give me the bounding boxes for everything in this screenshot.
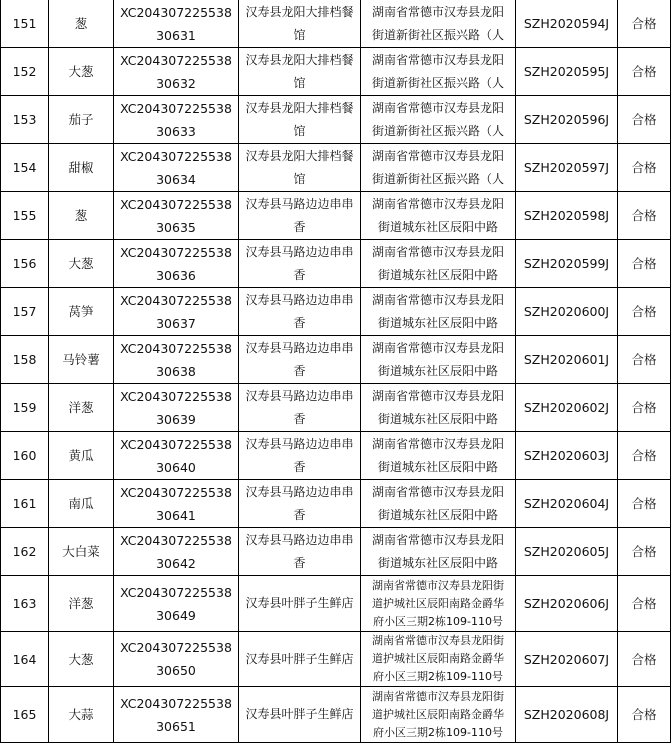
row-number-cell: 152 <box>1 48 49 96</box>
report-number-cell: SZH2020596J <box>516 96 618 144</box>
vendor-address-line: 街道新街社区振兴路（人 <box>371 171 504 186</box>
result-cell: 合格 <box>618 288 671 336</box>
report-number-cell: SZH2020599J <box>516 240 618 288</box>
vendor-name-cell <box>239 576 361 632</box>
vendor-name-line: 汉寿县龙阳大排档餐 <box>245 4 354 19</box>
row-number-cell: 160 <box>1 432 49 480</box>
sample-name-cell: 葱 <box>49 192 114 240</box>
row-number-cell: 156 <box>1 240 49 288</box>
sample-code-line: XC204307225538 <box>120 484 232 500</box>
row-number-cell: 162 <box>1 528 49 576</box>
sample-code-cell <box>114 240 239 288</box>
vendor-address-line: 湖南省常德市汉寿县龙阳 <box>371 532 504 547</box>
row-number-cell: 164 <box>1 632 49 687</box>
sample-code-line: 30633 <box>156 123 196 139</box>
row-number-cell: 155 <box>1 192 49 240</box>
vendor-address-line: 街道城东社区辰阳中路 <box>377 459 498 474</box>
vendor-name-line: 香 <box>293 555 306 570</box>
sample-name-cell: 莴笋 <box>49 288 114 336</box>
sample-name-cell: 甜椒 <box>49 144 114 192</box>
sample-code-cell <box>114 480 239 528</box>
vendor-name-line: 香 <box>293 411 306 426</box>
vendor-address-cell <box>361 288 516 336</box>
vendor-address-cell <box>361 144 516 192</box>
vendor-address-line: 湖南省常德市汉寿县龙阳 <box>371 388 504 403</box>
vendor-address-line: 湖南省常德市汉寿县龙阳 <box>371 484 504 499</box>
vendor-name-line: 馆 <box>293 123 306 138</box>
report-number-cell: SZH2020608J <box>516 687 618 743</box>
vendor-address-line: 湖南省常德市汉寿县龙阳街 <box>372 689 504 703</box>
sample-code-cell <box>114 192 239 240</box>
report-number-cell: SZH2020605J <box>516 528 618 576</box>
vendor-name-line: 汉寿县马路边边串串 <box>245 388 354 403</box>
sample-code-line: 30632 <box>156 75 196 91</box>
sample-code-cell <box>114 336 239 384</box>
sample-name-cell: 大蒜 <box>49 687 114 743</box>
sample-code-cell <box>114 687 239 743</box>
vendor-name-line: 汉寿县龙阳大排档餐 <box>245 52 354 67</box>
vendor-name-line: 馆 <box>293 75 306 90</box>
table-row <box>1 336 671 384</box>
row-number-cell: 165 <box>1 687 49 743</box>
table-row <box>1 528 671 576</box>
vendor-address-line: 府小区三期2栋109-110号 <box>373 725 503 739</box>
vendor-address-line: 街道城东社区辰阳中路 <box>377 555 498 570</box>
sample-name-cell: 大白菜 <box>49 528 114 576</box>
vendor-address-line: 湖南省常德市汉寿县龙阳街 <box>372 634 504 647</box>
vendor-name-cell <box>239 48 361 96</box>
table-body <box>1 0 671 743</box>
result-cell: 合格 <box>618 48 671 96</box>
vendor-address-line: 湖南省常德市汉寿县龙阳街 <box>372 578 504 592</box>
result-cell: 合格 <box>618 0 671 48</box>
vendor-name-line: 汉寿县马路边边串串 <box>245 340 354 355</box>
vendor-address-cell <box>361 687 516 743</box>
table-row <box>1 144 671 192</box>
row-number-cell: 163 <box>1 576 49 632</box>
vendor-address-line: 街道新街社区振兴路（人 <box>371 75 504 90</box>
row-number-cell: 154 <box>1 144 49 192</box>
vendor-address-cell <box>361 384 516 432</box>
row-number-cell: 157 <box>1 288 49 336</box>
vendor-name-line: 汉寿县龙阳大排档餐 <box>245 100 354 115</box>
report-number-cell: SZH2020598J <box>516 192 618 240</box>
vendor-name-line: 汉寿县叶胖子生鲜店 <box>245 596 354 610</box>
vendor-name-cell <box>239 96 361 144</box>
table-row <box>1 432 671 480</box>
sample-code-line: XC204307225538 <box>120 584 232 600</box>
vendor-name-cell <box>239 384 361 432</box>
sample-code-line: XC204307225538 <box>120 196 232 212</box>
sample-code-line: XC204307225538 <box>120 532 232 548</box>
report-number-cell: SZH2020607J <box>516 632 618 687</box>
table-row <box>1 384 671 432</box>
vendor-address-cell <box>361 240 516 288</box>
vendor-name-line: 汉寿县马路边边串串 <box>245 196 354 211</box>
vendor-address-line: 街道城东社区辰阳中路 <box>377 267 498 282</box>
vendor-address-line: 湖南省常德市汉寿县龙阳 <box>371 52 504 67</box>
vendor-address-line: 湖南省常德市汉寿县龙阳 <box>371 148 504 163</box>
table-row <box>1 576 671 632</box>
vendor-address-cell <box>361 48 516 96</box>
sample-code-line: XC204307225538 <box>120 100 232 116</box>
sample-code-line: 30641 <box>156 507 196 523</box>
sample-code-line: 30635 <box>156 219 196 235</box>
sample-code-cell <box>114 432 239 480</box>
row-number-cell: 151 <box>1 0 49 48</box>
report-number-cell: SZH2020603J <box>516 432 618 480</box>
vendor-address-cell <box>361 96 516 144</box>
sample-name-cell: 大葱 <box>49 632 114 687</box>
sample-code-line: 30634 <box>156 171 196 187</box>
vendor-address-line: 府小区三期2栋109-110号 <box>373 670 503 683</box>
vendor-address-line: 街道新街社区振兴路（人 <box>371 27 504 42</box>
result-cell: 合格 <box>618 687 671 743</box>
sample-code-line: 30649 <box>156 607 196 623</box>
result-cell: 合格 <box>618 336 671 384</box>
vendor-name-line: 汉寿县叶胖子生鲜店 <box>245 707 354 721</box>
vendor-address-line: 街道城东社区辰阳中路 <box>377 363 498 378</box>
vendor-name-line: 香 <box>293 267 306 282</box>
sample-code-cell <box>114 384 239 432</box>
vendor-name-cell <box>239 432 361 480</box>
table-row <box>1 96 671 144</box>
sample-code-cell <box>114 576 239 632</box>
vendor-address-line: 街道城东社区辰阳中路 <box>377 507 498 522</box>
sample-code-line: XC204307225538 <box>120 340 232 356</box>
vendor-address-line: 道护城社区辰阳南路金爵华 <box>372 652 504 665</box>
vendor-address-line: 湖南省常德市汉寿县龙阳 <box>371 4 504 19</box>
vendor-name-cell <box>239 192 361 240</box>
vendor-name-cell <box>239 336 361 384</box>
result-cell: 合格 <box>618 144 671 192</box>
table-row <box>1 48 671 96</box>
vendor-name-line: 汉寿县马路边边串串 <box>245 292 354 307</box>
report-number-cell: SZH2020600J <box>516 288 618 336</box>
sample-code-cell <box>114 528 239 576</box>
vendor-address-cell <box>361 480 516 528</box>
sample-name-cell: 葱 <box>49 0 114 48</box>
sample-code-line: 30650 <box>156 663 196 678</box>
sample-code-line: XC204307225538 <box>120 388 232 404</box>
vendor-name-line: 馆 <box>293 27 306 42</box>
sample-name-cell: 洋葱 <box>49 576 114 632</box>
sample-code-line: 30637 <box>156 315 196 331</box>
vendor-address-line: 街道城东社区辰阳中路 <box>377 219 498 234</box>
sample-code-line: XC204307225538 <box>120 292 232 308</box>
sample-code-cell <box>114 96 239 144</box>
sample-code-line: 30638 <box>156 363 196 379</box>
sample-code-cell <box>114 144 239 192</box>
vendor-name-line: 汉寿县龙阳大排档餐 <box>245 148 354 163</box>
sample-code-line: XC204307225538 <box>120 244 232 260</box>
result-cell: 合格 <box>618 528 671 576</box>
report-number-cell: SZH2020594J <box>516 0 618 48</box>
vendor-address-line: 湖南省常德市汉寿县龙阳 <box>371 244 504 259</box>
sample-name-cell: 黄瓜 <box>49 432 114 480</box>
vendor-name-cell <box>239 528 361 576</box>
vendor-address-line: 府小区三期2栋109-110号 <box>373 614 503 628</box>
vendor-name-line: 香 <box>293 363 306 378</box>
vendor-address-line: 湖南省常德市汉寿县龙阳 <box>371 340 504 355</box>
vendor-address-line: 道护城社区辰阳南路金爵华 <box>372 596 504 610</box>
report-number-cell: SZH2020606J <box>516 576 618 632</box>
sample-code-line: XC204307225538 <box>120 640 232 655</box>
vendor-name-line: 汉寿县叶胖子生鲜店 <box>245 651 354 666</box>
row-number-cell: 158 <box>1 336 49 384</box>
result-cell: 合格 <box>618 240 671 288</box>
result-cell: 合格 <box>618 384 671 432</box>
sample-name-cell: 洋葱 <box>49 384 114 432</box>
sample-code-line: 30651 <box>156 718 196 734</box>
sample-name-cell: 马铃薯 <box>49 336 114 384</box>
report-number-cell: SZH2020597J <box>516 144 618 192</box>
result-cell: 合格 <box>618 96 671 144</box>
vendor-address-line: 街道新街社区振兴路（人 <box>371 123 504 138</box>
vendor-address-cell <box>361 528 516 576</box>
result-cell: 合格 <box>618 192 671 240</box>
report-number-cell: SZH2020601J <box>516 336 618 384</box>
sample-name-cell: 茄子 <box>49 96 114 144</box>
vendor-name-line: 香 <box>293 459 306 474</box>
table-row <box>1 240 671 288</box>
vendor-address-line: 湖南省常德市汉寿县龙阳 <box>371 196 504 211</box>
vendor-name-line: 馆 <box>293 171 306 186</box>
sample-code-cell <box>114 0 239 48</box>
vendor-address-cell <box>361 192 516 240</box>
sample-name-cell: 大葱 <box>49 48 114 96</box>
vendor-address-cell <box>361 632 516 687</box>
row-number-cell: 161 <box>1 480 49 528</box>
vendor-name-cell <box>239 240 361 288</box>
sample-code-line: XC204307225538 <box>120 436 232 452</box>
vendor-name-line: 汉寿县马路边边串串 <box>245 532 354 547</box>
report-number-cell: SZH2020595J <box>516 48 618 96</box>
vendor-address-cell <box>361 0 516 48</box>
vendor-name-line: 汉寿县马路边边串串 <box>245 244 354 259</box>
sample-code-line: XC204307225538 <box>120 695 232 711</box>
sample-code-line: 30636 <box>156 267 196 283</box>
row-number-cell: 153 <box>1 96 49 144</box>
result-cell: 合格 <box>618 480 671 528</box>
vendor-address-cell <box>361 432 516 480</box>
result-cell: 合格 <box>618 576 671 632</box>
sample-code-line: XC204307225538 <box>120 148 232 164</box>
vendor-address-line: 湖南省常德市汉寿县龙阳 <box>371 100 504 115</box>
report-number-cell: SZH2020602J <box>516 384 618 432</box>
report-number-cell: SZH2020604J <box>516 480 618 528</box>
sample-code-cell <box>114 632 239 687</box>
sample-code-line: 30631 <box>156 27 196 43</box>
vendor-name-cell <box>239 632 361 687</box>
table-row <box>1 192 671 240</box>
vendor-address-cell <box>361 576 516 632</box>
table-row <box>1 480 671 528</box>
vendor-name-cell <box>239 687 361 743</box>
vendor-address-line: 街道城东社区辰阳中路 <box>377 411 498 426</box>
result-cell: 合格 <box>618 432 671 480</box>
vendor-name-line: 香 <box>293 507 306 522</box>
table-row <box>1 632 671 687</box>
vendor-address-line: 道护城社区辰阳南路金爵华 <box>372 707 504 721</box>
sample-code-line: XC204307225538 <box>120 4 232 20</box>
sample-code-cell <box>114 48 239 96</box>
sample-name-cell: 南瓜 <box>49 480 114 528</box>
vendor-address-line: 湖南省常德市汉寿县龙阳 <box>371 292 504 307</box>
vendor-name-line: 汉寿县马路边边串串 <box>245 436 354 451</box>
sample-code-line: 30639 <box>156 411 196 427</box>
table-row <box>1 687 671 743</box>
table-row <box>1 0 671 48</box>
vendor-address-line: 街道城东社区辰阳中路 <box>377 315 498 330</box>
sample-code-line: 30640 <box>156 459 196 475</box>
vendor-name-line: 汉寿县马路边边串串 <box>245 484 354 499</box>
vendor-address-line: 湖南省常德市汉寿县龙阳 <box>371 436 504 451</box>
sample-code-line: 30642 <box>156 555 196 571</box>
vendor-name-line: 香 <box>293 315 306 330</box>
vendor-address-cell <box>361 336 516 384</box>
row-number-cell: 159 <box>1 384 49 432</box>
vendor-name-cell <box>239 288 361 336</box>
vendor-name-cell <box>239 144 361 192</box>
vendor-name-cell <box>239 480 361 528</box>
vendor-name-line: 香 <box>293 219 306 234</box>
result-cell: 合格 <box>618 632 671 687</box>
table-row <box>1 288 671 336</box>
sample-code-cell <box>114 288 239 336</box>
sample-code-line: XC204307225538 <box>120 52 232 68</box>
vendor-name-cell <box>239 0 361 48</box>
sample-name-cell: 大葱 <box>49 240 114 288</box>
